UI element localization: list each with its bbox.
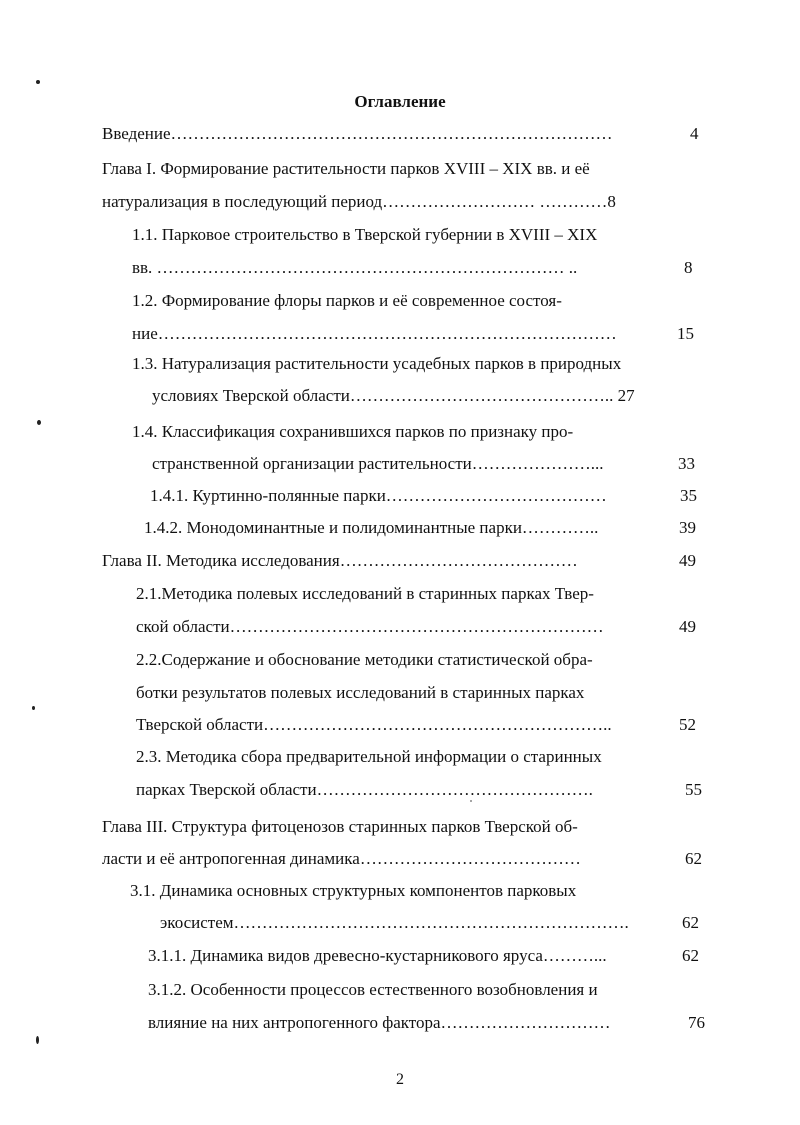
toc-line-1-4-b: странственной организации растительности…………………... — [152, 454, 604, 473]
toc-line-1-4-1: 1.4.1. Куртинно-полянные парки………………………………… — [150, 486, 607, 505]
toc-line-2-1-b: ской области………………………………………………………… — [136, 617, 604, 636]
toc-line-intro: Введение…………………………………………………………………… — [102, 124, 613, 143]
toc-page-intro: 4 — [690, 124, 699, 143]
toc-page-ch3: 62 — [685, 849, 702, 868]
toc-line-3-1-1: 3.1.1. Динамика видов древесно-кустарникового яруса………... — [148, 946, 607, 965]
toc-page-ch2: 49 — [679, 551, 696, 570]
toc-line-ch3-b: ласти и её антропогенная динамика………………………………… — [102, 849, 581, 868]
toc-line-2-2-c: Тверской области…………………………………………………….. — [136, 715, 612, 734]
toc-line-3-1-2-a: 3.1.2. Особенности процессов естественного возобновления и — [148, 980, 598, 999]
toc-line-1-4-2: 1.4.2. Монодоминантные и полидоминантные парки………….. — [144, 518, 599, 537]
toc-line-ch1-b: натурализация в последующий период……………………… …………8 — [102, 192, 616, 211]
scan-speck — [32, 706, 35, 710]
toc-line-ch3-a: Глава III. Структура фитоценозов старинных парков Тверской об- — [102, 817, 578, 836]
toc-page-2-3: 55 — [685, 780, 702, 799]
toc-line-3-1-a: 3.1. Динамика основных структурных компонентов парковых — [130, 881, 577, 900]
toc-title: Оглавление — [354, 92, 446, 111]
scan-speck — [36, 80, 40, 84]
toc-page-3-1: 62 — [682, 913, 699, 932]
toc-page-3-1-2: 76 — [688, 1013, 705, 1032]
toc-line-1-4-a: 1.4. Классификация сохранившихся парков по признаку про- — [132, 422, 574, 441]
toc-page-1-4-2: 39 — [679, 518, 696, 537]
toc-line-2-3-a: 2.3. Методика сбора предварительной информации о старинных — [136, 747, 602, 766]
toc-line-1-3-b: условиях Тверской области……………………………………….. 27 — [152, 386, 635, 405]
toc-line-1-3-a: 1.3. Натурализация растительности усадебных парков в природных — [132, 354, 622, 373]
toc-line-ch2: Глава II. Методика исследования…………………………………… — [102, 551, 578, 570]
toc-page-2-2: 52 — [679, 715, 696, 734]
toc-line-ch1-a: Глава I. Формирование растительности парков XVIII – XIX вв. и её — [102, 159, 590, 178]
toc-line-3-1-b: экосистем……………………………………………………………. — [160, 913, 629, 932]
toc-page-2-1: 49 — [679, 617, 696, 636]
toc-page-1-4-1: 35 — [680, 486, 697, 505]
toc-line-1-1-b: вв. ……………………………………………………………… .. — [132, 258, 578, 277]
toc-line-2-2-b: ботки результатов полевых исследований в старинных парках — [136, 683, 585, 702]
scan-speck — [37, 420, 41, 425]
toc-page-3-1-1: 62 — [682, 946, 699, 965]
toc-line-2-1-a: 2.1.Методика полевых исследований в старинных парках Твер- — [136, 584, 594, 603]
toc-line-3-1-2-b: влияние на них антропогенного фактора………………………… — [148, 1013, 611, 1032]
toc-line-1-2-a: 1.2. Формирование флоры парков и её современное состоя- — [132, 291, 562, 310]
page-number: 2 — [396, 1071, 404, 1088]
toc-page-1-2: 15 — [677, 324, 694, 343]
toc-page-1-1: 8 — [684, 258, 693, 277]
scan-speck — [36, 1036, 39, 1044]
toc-line-1-2-b: ние……………………………………………………………………… — [132, 324, 617, 343]
toc-line-1-1-a: 1.1. Парковое строительство в Тверской губернии в XVIII – XIX — [132, 225, 598, 244]
toc-line-2-3-b: парках Тверской области…………………………………………. — [136, 780, 593, 799]
scan-speck — [470, 800, 472, 802]
toc-page-1-4: 33 — [678, 454, 695, 473]
toc-line-2-2-a: 2.2.Содержание и обоснование методики статистической обра- — [136, 650, 593, 669]
